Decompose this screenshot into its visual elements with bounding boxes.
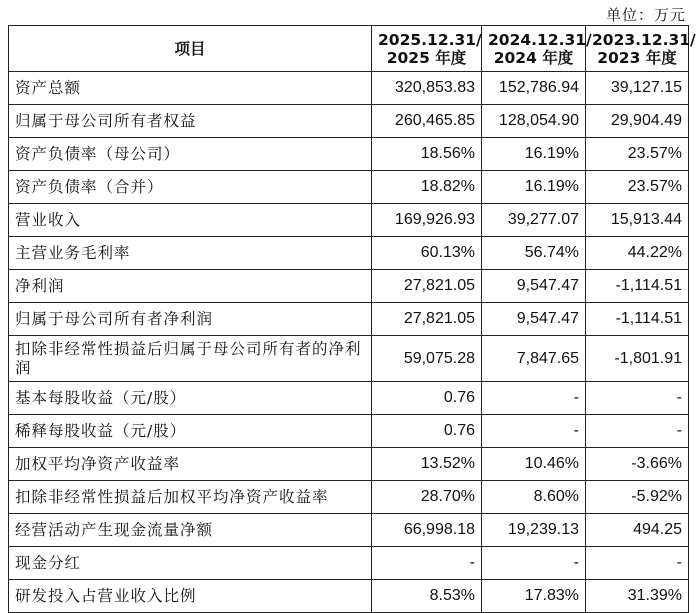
header-2024-year: 2024 年度 bbox=[493, 48, 574, 67]
row-value: 13.52% bbox=[372, 448, 482, 481]
row-value: 27,821.05 bbox=[372, 270, 482, 303]
row-value: 59,075.28 bbox=[372, 336, 482, 382]
table-row bbox=[9, 448, 689, 481]
header-2024-date: 2024.12.31/ bbox=[488, 30, 592, 49]
row-value: 260,465.85 bbox=[372, 105, 482, 138]
row-value: 152,786.94 bbox=[482, 72, 586, 105]
row-value: 56.74% bbox=[482, 237, 586, 270]
row-value: 18.56% bbox=[372, 138, 482, 171]
table-row bbox=[9, 237, 689, 270]
table-row bbox=[9, 547, 689, 580]
row-value: -5.92% bbox=[586, 481, 689, 514]
row-value: 16.19% bbox=[482, 138, 586, 171]
row-value: 0.76 bbox=[372, 382, 482, 415]
row-value: 17.83% bbox=[482, 580, 586, 613]
table-row bbox=[9, 204, 689, 237]
unit-label: 单位：万元 bbox=[605, 6, 686, 24]
row-value: 23.57% bbox=[586, 138, 689, 171]
row-value: 8.60% bbox=[482, 481, 586, 514]
header-2023-date: 2023.12.31/ bbox=[592, 30, 696, 49]
row-value: 169,926.93 bbox=[372, 204, 482, 237]
table-row bbox=[9, 138, 689, 171]
row-label: 稀释每股收益（元/股） bbox=[9, 415, 372, 448]
row-value: 39,127.15 bbox=[586, 72, 689, 105]
table-row bbox=[9, 303, 689, 336]
row-label: 归属于母公司所有者净利润 bbox=[9, 303, 372, 336]
header-item: 项目 bbox=[9, 26, 372, 72]
row-label: 现金分红 bbox=[9, 547, 372, 580]
header-2023-year: 2023 年度 bbox=[597, 48, 677, 67]
row-label: 资产负债率（母公司） bbox=[9, 138, 372, 171]
header-2025-date: 2025.12.31/ bbox=[378, 30, 482, 49]
table-row bbox=[9, 270, 689, 303]
table-row bbox=[9, 72, 689, 105]
row-label: 扣除非经常性损益后归属于母公司所有者的净利润 bbox=[9, 336, 372, 382]
table-row bbox=[9, 382, 689, 415]
row-value: - bbox=[372, 547, 482, 580]
row-label: 营业收入 bbox=[9, 204, 372, 237]
row-value: 66,998.18 bbox=[372, 514, 482, 547]
row-value: 60.13% bbox=[372, 237, 482, 270]
row-value: 44.22% bbox=[586, 237, 689, 270]
table-row bbox=[9, 105, 689, 138]
row-value: -1,114.51 bbox=[586, 270, 689, 303]
row-value: 0.76 bbox=[372, 415, 482, 448]
row-value: - bbox=[586, 547, 689, 580]
row-label: 净利润 bbox=[9, 270, 372, 303]
row-value: -3.66% bbox=[586, 448, 689, 481]
row-value: 9,547.47 bbox=[482, 270, 586, 303]
row-value: 128,054.90 bbox=[482, 105, 586, 138]
row-value: 31.39% bbox=[586, 580, 689, 613]
row-value: -1,801.91 bbox=[586, 336, 689, 382]
row-value: 19,239.13 bbox=[482, 514, 586, 547]
row-value: 10.46% bbox=[482, 448, 586, 481]
table-row bbox=[9, 481, 689, 514]
row-value: - bbox=[586, 382, 689, 415]
header-2025-year: 2025 年度 bbox=[386, 48, 467, 67]
row-label: 基本每股收益（元/股） bbox=[9, 382, 372, 415]
row-value: 7,847.65 bbox=[482, 336, 586, 382]
row-label: 加权平均净资产收益率 bbox=[9, 448, 372, 481]
table-row bbox=[9, 171, 689, 204]
table-row bbox=[9, 336, 689, 382]
row-label: 归属于母公司所有者权益 bbox=[9, 105, 372, 138]
row-label: 资产总额 bbox=[9, 72, 372, 105]
row-value: 27,821.05 bbox=[372, 303, 482, 336]
header-2025 bbox=[372, 26, 482, 72]
financial-table bbox=[8, 25, 696, 613]
table-row bbox=[9, 415, 689, 448]
row-value: - bbox=[482, 382, 586, 415]
row-value: 8.53% bbox=[372, 580, 482, 613]
row-label: 扣除非经常性损益后加权平均净资产收益率 bbox=[9, 481, 372, 514]
row-label: 研发投入占营业收入比例 bbox=[9, 580, 372, 613]
row-value: 9,547.47 bbox=[482, 303, 586, 336]
row-label: 经营活动产生现金流量净额 bbox=[9, 514, 372, 547]
row-value: 23.57% bbox=[586, 171, 689, 204]
row-value: 320,853.83 bbox=[372, 72, 482, 105]
row-label: 资产负债率（合并） bbox=[9, 171, 372, 204]
row-value: 16.19% bbox=[482, 171, 586, 204]
row-value: 29,904.49 bbox=[586, 105, 689, 138]
row-value: 28.70% bbox=[372, 481, 482, 514]
row-value: - bbox=[482, 415, 586, 448]
header-2023 bbox=[586, 26, 696, 72]
row-label: 主营业务毛利率 bbox=[9, 237, 372, 270]
row-value: -1,114.51 bbox=[586, 303, 689, 336]
row-value: - bbox=[482, 547, 586, 580]
row-value: 494.25 bbox=[586, 514, 689, 547]
row-value: - bbox=[586, 415, 689, 448]
header-2024 bbox=[482, 26, 592, 72]
row-value: 18.82% bbox=[372, 171, 482, 204]
table-header-row bbox=[9, 26, 689, 72]
table-row bbox=[9, 514, 689, 547]
row-value: 39,277.07 bbox=[482, 204, 586, 237]
row-value: 15,913.44 bbox=[586, 204, 689, 237]
